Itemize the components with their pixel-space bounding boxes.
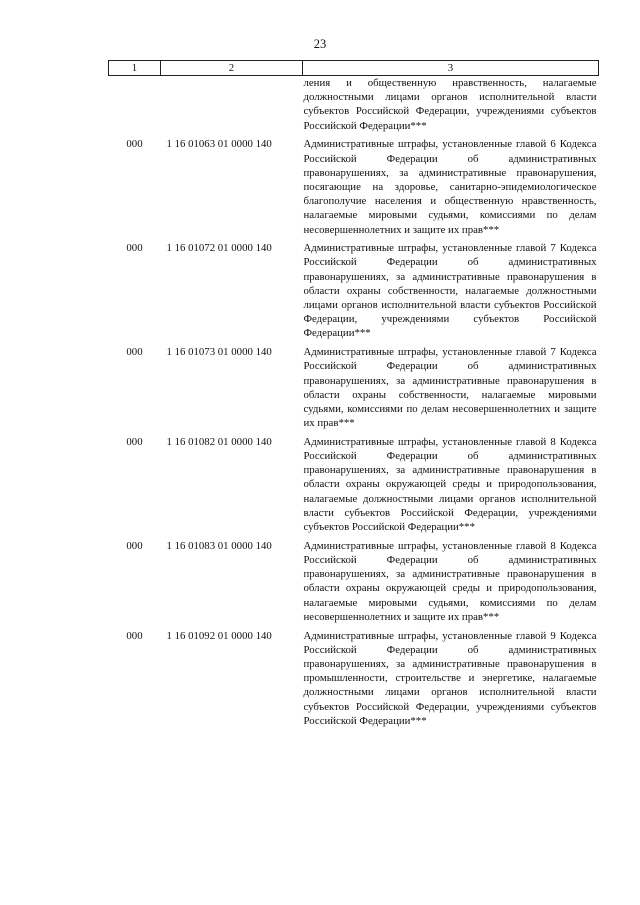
table-header xyxy=(109,61,599,76)
revenue-code-cell: 1 16 01083 01 0000 140 xyxy=(166,539,272,552)
description-cell: ления и общественную нравственность, налагаемые должностными лицами органов исполнительной власти субъектов Российской Федерации, учреждениями субъектов Российской Федерации*** xyxy=(303,77,597,132)
description-cell: Административные штрафы, установленные главой 7 Кодекса Российской Федерации об административных правонарушениях, за административные правонарушения в области охраны собственности, налагаемые мировыми судьями, комиссиями по делам несовершеннолетних и защите их прав*** xyxy=(303,346,597,430)
table-row xyxy=(109,241,599,345)
page-number: 23 xyxy=(313,37,327,51)
revenue-code-cell: 1 16 01082 01 0000 140 xyxy=(166,435,272,448)
header-row xyxy=(109,61,599,76)
table-row xyxy=(109,435,599,539)
table-body xyxy=(109,76,599,733)
revenue-code-cell: 1 16 01072 01 0000 140 xyxy=(166,242,272,255)
table-row xyxy=(109,137,599,241)
revenue-code-cell: 1 16 01073 01 0000 140 xyxy=(166,346,272,359)
admin-code-cell: 000 xyxy=(126,346,143,359)
revenue-code-cell: 1 16 01063 01 0000 140 xyxy=(166,138,272,151)
admin-code-cell: 000 xyxy=(126,138,143,151)
table-row xyxy=(109,629,599,733)
description-cell: Административные штрафы, установленные главой 7 Кодекса Российской Федерации об административных правонарушениях, за административные правонарушения в области охраны собственности, налагаемые должностными лицами органов исполнительной власти субъектов Российской Федерации, учреждениями субъектов Российской Федерации*** xyxy=(303,242,597,340)
revenue-code-cell xyxy=(161,76,303,138)
header-col-1: 1 xyxy=(109,61,161,76)
admin-code-cell: 000 xyxy=(126,629,143,642)
description-cell: Административные штрафы, установленные главой 8 Кодекса Российской Федерации об административных правонарушениях, за административные правонарушения в области охраны окружающей среды и природопользования, налагаемые мировыми судьями, комиссиями по делам несовершеннолетних и защите их прав*** xyxy=(303,539,597,623)
admin-code-cell: 000 xyxy=(126,242,143,255)
revenue-codes-table xyxy=(108,60,599,732)
revenue-code-cell: 1 16 01092 01 0000 140 xyxy=(166,629,272,642)
table-row-continuation xyxy=(109,76,599,138)
description-cell: Административные штрафы, установленные главой 6 Кодекса Российской Федерации об административных правонарушениях, за административные правонарушения, посягающие на здоровье, санитарно-эпидемиологическое благополучие населения и общественную нравственность, налагаемые мировыми судьями, комиссиями по делам несовершеннолетних и защите их прав*** xyxy=(303,138,597,236)
header-col-2: 2 xyxy=(161,61,303,76)
description-cell: Административные штрафы, установленные главой 8 Кодекса Российской Федерации об административных правонарушениях, за административные правонарушения в области охраны окружающей среды и природопользования, налагаемые должностными лицами органов исполнительной власти субъектов Российской Федерации, учреждениями субъектов Российской Федерации*** xyxy=(303,435,597,534)
table-row xyxy=(109,345,599,435)
header-col-3: 3 xyxy=(303,61,599,76)
admin-code-cell xyxy=(109,76,161,138)
description-cell: Административные штрафы, установленные главой 9 Кодекса Российской Федерации об административных правонарушениях, за административные правонарушения в промышленности, строительстве и энергетике, налагаемые должностными лицами органов исполнительной власти субъектов Российской Федерации, учреждениями субъектов Российской Федерации*** xyxy=(303,629,597,727)
table-row xyxy=(109,539,599,629)
admin-code-cell: 000 xyxy=(126,539,143,552)
admin-code-cell: 000 xyxy=(126,435,143,448)
